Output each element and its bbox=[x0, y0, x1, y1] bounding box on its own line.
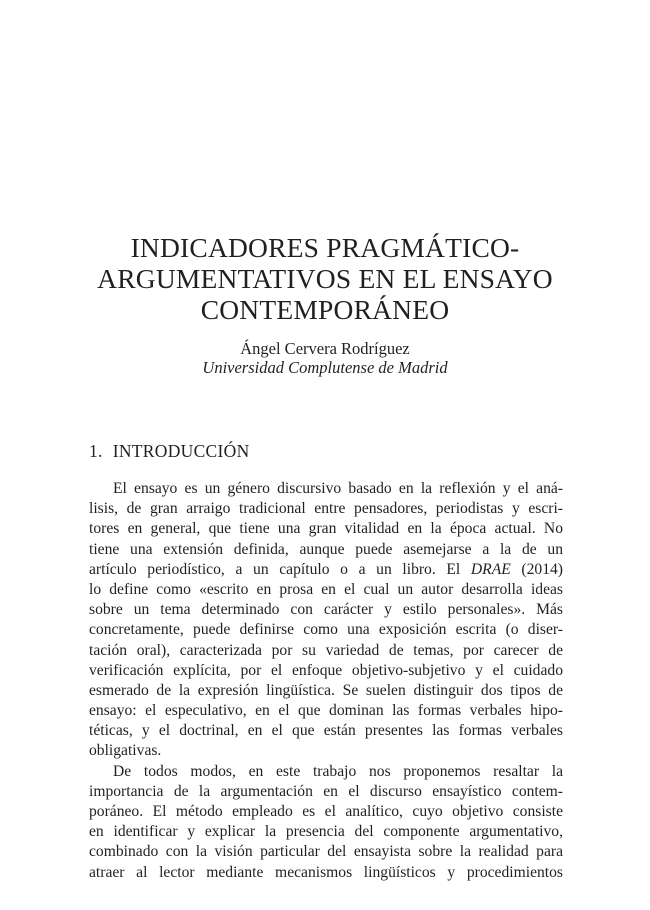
text-line bbox=[89, 641, 563, 661]
text-line bbox=[89, 782, 563, 802]
text-run: sobre un tema determinado con carácter y estilo personales». Más bbox=[89, 601, 563, 619]
paragraph bbox=[89, 479, 563, 762]
text-run: artículo periodístico, a un capítulo o a un libro. El bbox=[89, 560, 471, 578]
author-affiliation: Universidad Complutense de Madrid bbox=[202, 358, 448, 377]
text-line bbox=[89, 560, 563, 580]
text-line bbox=[89, 822, 563, 842]
text-line bbox=[89, 620, 563, 640]
text-line bbox=[89, 519, 563, 539]
text-run: importancia de la argumentación en el discurso ensayístico contem- bbox=[89, 782, 563, 800]
text-line bbox=[89, 540, 563, 560]
text-line bbox=[89, 580, 563, 600]
text-run: en identificar y explicar la presencia del componente argumentativo, bbox=[89, 823, 563, 841]
text-run: lisis, de gran arraigo tradicional entre pensadores, periodistas y escri- bbox=[89, 500, 563, 518]
text-run: (2014) bbox=[510, 560, 563, 578]
text-line bbox=[89, 721, 563, 741]
text-line bbox=[89, 661, 563, 681]
text-run: tación oral), caracterizada por su variedad de temas, por carecer de bbox=[89, 641, 563, 659]
author-name: Ángel Cervera Rodríguez bbox=[240, 339, 410, 358]
text-line bbox=[89, 863, 563, 883]
chapter-title-line: CONTEMPORÁNEO bbox=[200, 294, 450, 325]
text-run: atraer al lector mediante mecanismos lingüísticos y procedimientos bbox=[89, 863, 563, 881]
text-run: obligativas. bbox=[89, 742, 162, 760]
chapter-title-line: INDICADORES PRAGMÁTICO- bbox=[130, 232, 520, 263]
text-run: tiene una extensión definida, aunque puede asemejarse a la de un bbox=[89, 540, 563, 558]
text-run: verificación explícita, por el enfoque objetivo-subjetivo y el cuidado bbox=[89, 661, 563, 679]
text-run: El ensayo es un género discursivo basado en la reflexión y el aná- bbox=[113, 480, 563, 497]
text-run: tores en general, que tiene una gran vitalidad en la época actual. No bbox=[89, 520, 563, 538]
section-heading bbox=[89, 440, 250, 462]
text-run: De todos modos, en este trabajo nos proponemos resaltar la bbox=[113, 762, 563, 780]
italic-run: DRAE bbox=[470, 560, 511, 578]
text-line bbox=[89, 762, 563, 782]
text-run: lo define como «escrito en prosa en el cual un autor desarrolla ideas bbox=[89, 580, 563, 598]
text-line bbox=[89, 802, 563, 822]
section-number: 1. bbox=[89, 441, 103, 461]
text-line bbox=[89, 842, 563, 862]
text-run: poráneo. El método empleado es el analítico, cuyo objetivo consiste bbox=[89, 803, 563, 820]
text-line bbox=[89, 741, 563, 761]
text-run: concretamente, puede definirse como una exposición escrita (o diser- bbox=[89, 621, 563, 639]
text-run: téticas, y el doctrinal, en el que están presentes las formas verbales bbox=[89, 722, 563, 740]
body-text bbox=[89, 479, 563, 883]
text-run: ensayo: el especulativo, en el que dominan las formas verbales hipo- bbox=[89, 702, 563, 720]
paragraph bbox=[89, 762, 563, 883]
text-line bbox=[89, 701, 563, 721]
section-title: INTRODUCCIÓN bbox=[112, 441, 250, 461]
chapter-title bbox=[60, 232, 590, 325]
text-line bbox=[89, 681, 563, 701]
text-line bbox=[89, 479, 563, 499]
chapter-title-line: ARGUMENTATIVOS EN EL ENSAYO bbox=[97, 263, 553, 294]
text-run: esmerado de la expresión lingüística. Se suelen distinguir dos tipos de bbox=[89, 681, 563, 699]
text-line bbox=[89, 600, 563, 620]
text-run: combinado con la visión particular del ensayista sobre la realidad para bbox=[89, 843, 563, 861]
text-line bbox=[89, 499, 563, 519]
